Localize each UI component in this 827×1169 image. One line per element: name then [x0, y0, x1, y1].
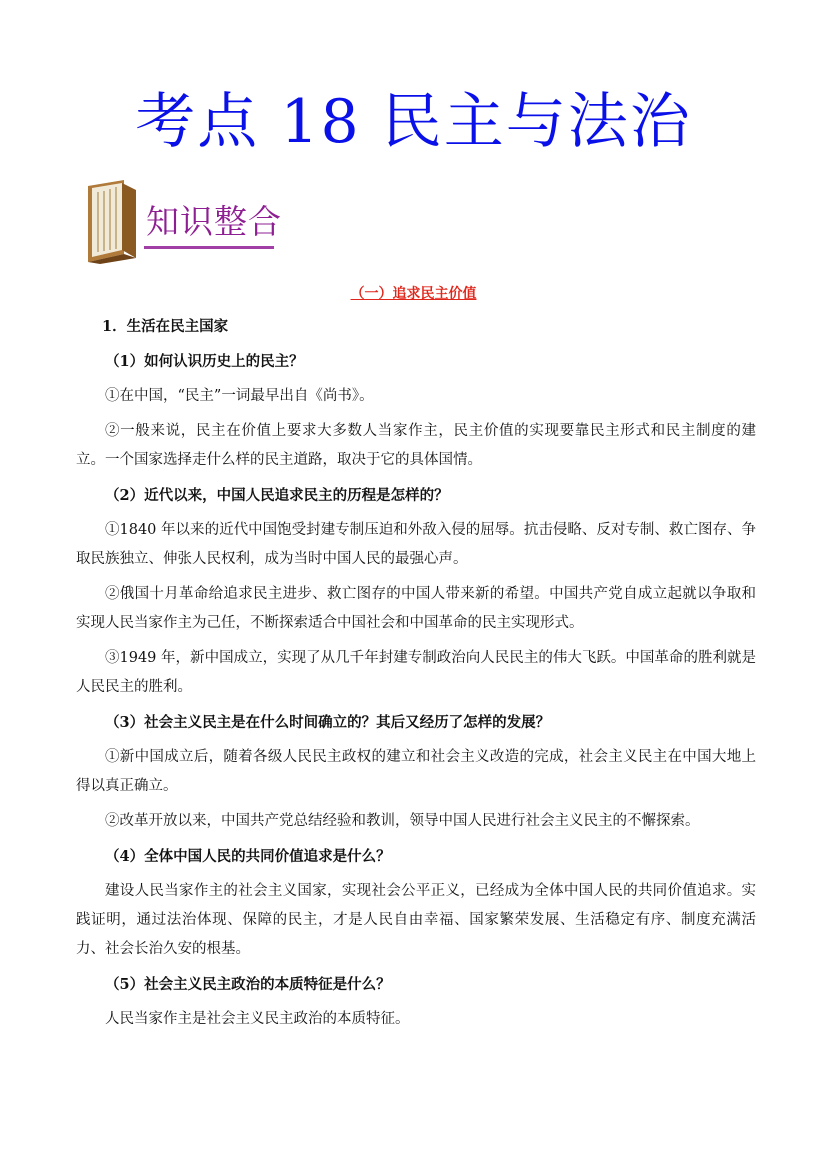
question-1: （1）如何认识历史上的民主？ [105, 353, 304, 370]
paragraph: ②一般来说，民主在价值上要求大多数人当家作主，民主价值的实现要靠民主形式和民主制度的建立。一个国家选择走什么样的民主道路，取决于它的具体国情。 [76, 423, 756, 468]
knowledge-banner [84, 180, 284, 264]
question-3: （3）社会主义民主是在什么时间确立的？其后又经历了怎样的发展？ [105, 714, 551, 731]
question-2: （2）近代以来，中国人民追求民主的历程是怎样的？ [105, 487, 449, 504]
section-title: （一）追求民主价值 [350, 286, 477, 302]
paragraph: 建设人民当家作主的社会主义国家，实现社会公平正义，已经成为全体中国人民的共同价值追求。实践证明，通过法治体现、保障的民主，才是人民自由幸福、国家繁荣发展、生活稳定有序、制度充满活力、社会长治久安的根基。 [76, 883, 756, 957]
page-title: 考点 18 民主与法治 [135, 87, 692, 157]
paragraph: ①新中国成立后，随着各级人民民主政权的建立和社会主义改造的完成，社会主义民主在中国大地上得以真正确立。 [76, 749, 756, 794]
banner-underline [144, 246, 274, 249]
paragraph: ③1949 年，新中国成立，实现了从几千年封建专制政治向人民民主的伟大飞跃。中国革命的胜利就是人民民主的胜利。 [76, 650, 756, 695]
paragraph: 人民当家作主是社会主义民主政治的本质特征。 [105, 1011, 410, 1027]
question-5: （5）社会主义民主政治的本质特征是什么？ [105, 976, 391, 993]
banner-label: 知识整合 [146, 202, 282, 241]
paragraph: ②俄国十月革命给追求民主进步、救亡图存的中国人带来新的希望。中国共产党自成立起就以争取和实现人民当家作主为己任，不断探索适合中国社会和中国革命的民主实现形式。 [76, 586, 756, 631]
paragraph: ②改革开放以来，中国共产党总结经验和教训，领导中国人民进行社会主义民主的不懈探索。 [105, 813, 700, 829]
paragraph: ①在中国，“民主”一词最早出自《尚书》。 [105, 388, 374, 404]
content [76, 312, 756, 1040]
book-icon [84, 180, 144, 264]
question-4: （4）全体中国人民的共同价值追求是什么？ [105, 848, 391, 865]
heading-1: 1．生活在民主国家 [102, 318, 229, 335]
paragraph: ①1840 年以来的近代中国饱受封建专制压迫和外敌入侵的屈辱。抗击侵略、反对专制、救亡图存、争取民族独立、伸张人民权利，成为当时中国人民的最强心声。 [76, 522, 756, 567]
